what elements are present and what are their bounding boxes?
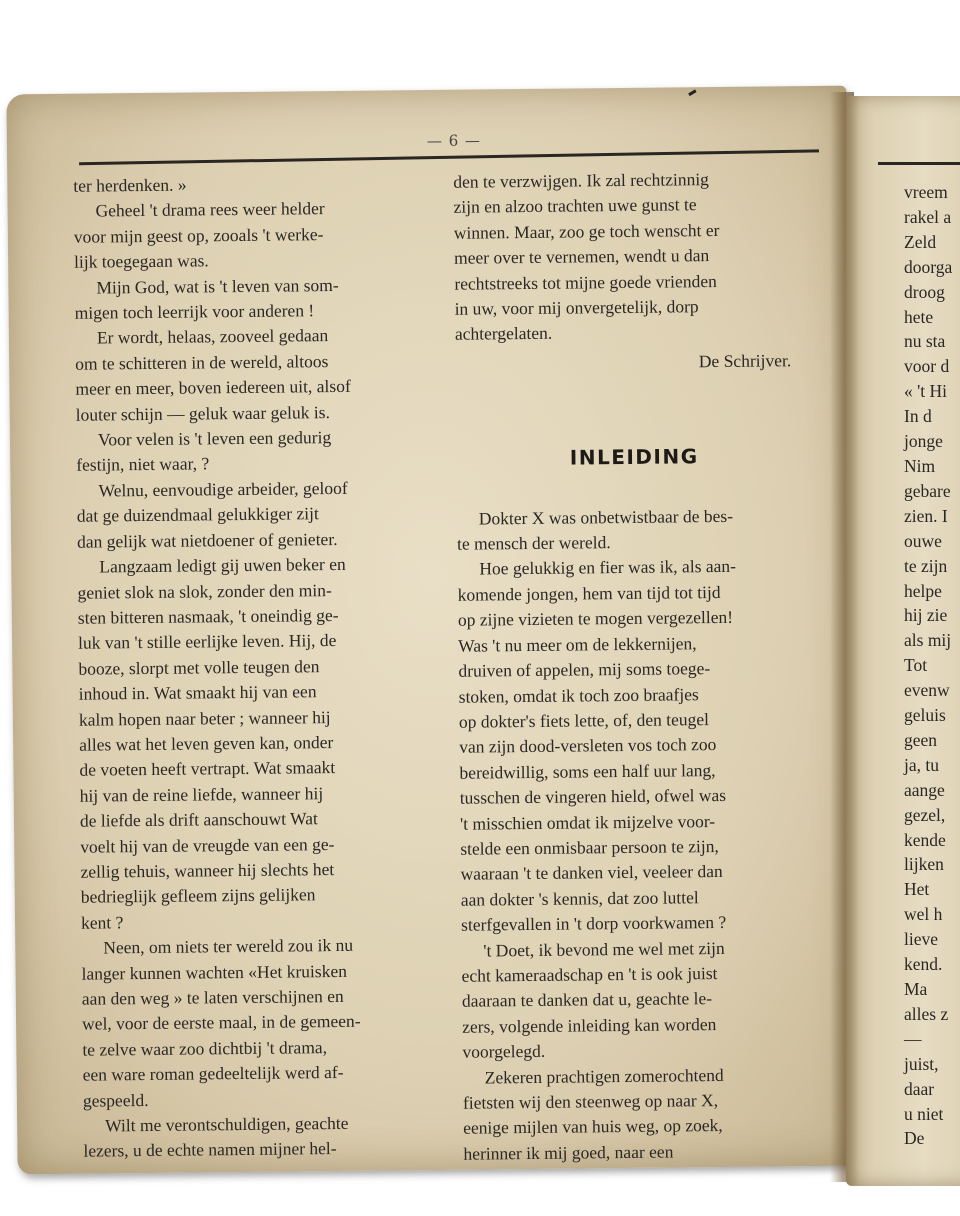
text-fragment: gezel, <box>904 804 946 825</box>
text-fragment: Nim <box>904 455 936 476</box>
text-line: Neen, om niets ter wereld zou ik nu <box>103 935 354 958</box>
text-fragment: zien. I <box>904 505 948 526</box>
ink-speck <box>688 89 696 96</box>
text-fragment: kende <box>904 829 946 850</box>
text-fragment: — <box>904 1028 922 1049</box>
text-line: aan den weg » te laten verschijnen en <box>81 985 344 1009</box>
text-line: van zijn dood-versleten vos toch zoo <box>459 734 717 758</box>
text-line: daaraan te danken dat u, geachte le- <box>461 988 713 1012</box>
text-line: dat ge duizendmaal gelukkiger zijt <box>76 503 319 526</box>
text-line: winnen. Maar, zoo ge toch wenscht er <box>453 219 720 243</box>
text-line: rechtstreeks tot mijne goede vrienden <box>454 270 717 294</box>
text-fragment: Ma <box>904 979 928 999</box>
text-line: Was 't nu meer om de lekkernijen, <box>458 632 697 656</box>
text-line: wel, voor de eerste maal, in de gemeen- <box>82 1011 361 1035</box>
text-line: gespeeld. <box>82 1089 149 1111</box>
next-page-text <box>904 180 960 1151</box>
text-line: Welnu, eenvoudige arbeider, geloof <box>98 477 348 501</box>
text-fragment: droog <box>904 281 945 302</box>
text-fragment: ouwe <box>904 530 942 551</box>
text-fragment: gebare <box>904 480 951 501</box>
text-line: migen toch leerrijk voor anderen ! <box>74 300 315 323</box>
middle-text-column <box>453 166 819 1167</box>
text-fragment: geluis <box>904 705 946 726</box>
text-fragment: ja, tu <box>904 754 939 775</box>
text-fragment: juist, <box>904 1053 939 1074</box>
text-fragment: vreem <box>904 182 948 202</box>
text-fragment: doorga <box>904 256 953 277</box>
text-line: herinner ik mij goed, naar een <box>463 1141 674 1164</box>
text-fragment: rakel a <box>904 206 952 227</box>
text-line: kent ? <box>80 912 124 933</box>
text-line: op zijne vizieten te mogen vergezellen! <box>457 607 734 631</box>
text-fragment: als mij <box>904 630 952 651</box>
text-line: Wilt me verontschuldigen, geachte <box>105 1112 349 1136</box>
text-line: hij van de reine liefde, wanneer hij <box>79 782 324 806</box>
text-line: ter herdenken. » <box>73 174 187 196</box>
text-line: Geheel 't drama rees weer helder <box>95 198 325 221</box>
text-line: zijn en alzoo trachten uwe gunst te <box>453 194 697 218</box>
text-line: te mensch der wereld. <box>456 532 611 554</box>
text-line: festijn, niet waar, ? <box>76 453 210 476</box>
text-line: luk van 't stille eerlijke leven. Hij, de <box>78 630 337 654</box>
text-line: zellig tehuis, wanneer hij slechts het <box>80 859 335 882</box>
text-line: een ware roman gedeeltelijk werd af- <box>82 1062 344 1085</box>
text-line: om te schitteren in de wereld, altoos <box>75 350 329 374</box>
text-line: meer over te vernemen, wendt u dan <box>454 245 710 268</box>
text-line: te zelve waar zoo dichtbij 't drama, <box>82 1036 328 1060</box>
text-line: sten bitteren nasmaak, 't oneindig ge- <box>77 604 339 628</box>
text-line: op dokter's fiets lette, of, den teugel <box>458 709 710 732</box>
text-fragment: voor d <box>904 356 950 377</box>
text-line: Mijn God, wat is 't leven van som- <box>96 274 339 298</box>
text-fragment: De <box>904 1128 925 1149</box>
text-fragment: Het <box>904 879 930 900</box>
text-fragment: nu sta <box>904 331 946 352</box>
text-line: de voeten heeft vertrapt. Wat smaakt <box>79 757 336 781</box>
text-line: voorgelegd. <box>462 1041 546 1062</box>
left-text-column <box>73 170 423 1164</box>
text-fragment: evenw <box>904 680 950 701</box>
text-fragment: wel h <box>904 904 943 925</box>
text-line: langer kunnen wachten «Het kruisken <box>81 960 348 984</box>
text-line: fietsten wij den steenweg op naar X, <box>462 1090 719 1113</box>
text-fragment: aange <box>904 779 945 800</box>
preface-text <box>453 166 811 348</box>
text-line: stelde een onmisbaar persoon te zijn, <box>460 835 719 859</box>
text-line: bereidwillig, soms een half uur lang, <box>459 759 716 783</box>
text-line: voor mijn geest op, zooals 't werke- <box>73 223 324 247</box>
right-page <box>846 96 960 1186</box>
text-line: den te verzwijgen. Ik zal rechtzinnig <box>453 169 709 192</box>
text-line: komende jongen, hem van tijd tot tijd <box>457 581 721 605</box>
text-fragment: te zijn <box>904 555 948 576</box>
text-line: kalm hopen naar beter ; wanneer hij <box>78 706 331 730</box>
text-fragment: jonge <box>904 431 943 452</box>
text-line: lijk toegegaan was. <box>74 250 209 272</box>
text-fragment: Zeld <box>904 231 937 252</box>
text-line: waaraan 't te danken viel, veeleer dan <box>460 861 723 885</box>
text-fragment: geen <box>904 729 938 750</box>
text-line: zers, volgende inleiding kan worden <box>462 1013 717 1037</box>
text-fragment: helpe <box>904 580 942 601</box>
text-fragment: lieve <box>904 929 939 950</box>
text-line: voelt hij van de vreugde van een ge- <box>80 833 335 857</box>
text-fragment: kend. <box>904 954 943 975</box>
text-line: bedrieglijk gefleem zijns gelijken <box>80 884 316 908</box>
text-line: dan gelijk wat nietdoener of genieter. <box>76 528 338 552</box>
text-line: in uw, voor mij onvergetelijk, dorp <box>454 296 699 319</box>
text-fragment: lijken <box>904 854 944 875</box>
text-fragment: Tot <box>904 655 928 676</box>
introduction-text <box>457 503 820 1167</box>
text-line: de liefde als drift aanschouwt Wat <box>79 808 318 831</box>
text-line: geniet slok na slok, zonder den min- <box>77 579 332 603</box>
text-line: druiven of appelen, mij soms toege- <box>458 658 711 681</box>
text-fragment: hete <box>904 306 934 327</box>
header-rule <box>79 149 819 165</box>
text-line: Er wordt, helaas, zooveel gedaan <box>96 325 329 348</box>
text-line: sterfgevallen in 't dorp voorkwamen ? <box>460 912 727 935</box>
text-line: aan dokter 's kennis, dat zoo luttel <box>460 886 699 910</box>
text-fragment: alles z <box>904 1003 949 1024</box>
text-line: booze, slorpt met volle teugen den <box>78 655 320 679</box>
text-line: Zekeren prachtigen zomerochtend <box>484 1064 724 1088</box>
text-line: Hoe gelukkig en fier was ik, als aan- <box>479 556 737 579</box>
left-page <box>6 86 857 1175</box>
text-fragment: « 't Hi <box>904 381 948 402</box>
page-number: — 6 — <box>426 131 482 151</box>
text-line: eenige mijlen van huis weg, op zoek, <box>463 1115 723 1139</box>
chapter-heading: INLEIDING <box>569 444 699 470</box>
text-fragment: u niet <box>904 1103 944 1124</box>
text-line: achtergelaten. <box>454 323 553 345</box>
text-line: Langzaam ledigt gij uwen beker en <box>99 553 346 577</box>
text-line: 't Doet, ik bevond me wel met zijn <box>483 937 725 961</box>
text-line: Dokter X was onbetwistbaar de bes- <box>478 505 734 529</box>
text-line: tusschen de vingeren hield, ofwel was <box>459 785 727 808</box>
text-line: inhoud in. Wat smaakt hij van een <box>78 681 317 704</box>
text-line: lezers, u de echte namen mijner hel- <box>83 1138 337 1162</box>
text-fragment: hij zie <box>904 605 948 626</box>
signature: De Schrijver. <box>698 350 792 372</box>
text-line: echt kameraadschap en 't is ook juist <box>461 962 718 986</box>
text-line: meer en meer, boven iedereen uit, alsof <box>75 376 351 399</box>
text-fragment: daar <box>904 1078 935 1099</box>
text-line: Voor velen is 't leven een gedurig <box>97 427 332 450</box>
text-line: alles wat het leven geven kan, onder <box>79 731 334 755</box>
text-line: louter schijn — geluk waar geluk is. <box>75 401 331 425</box>
text-line: stoken, omdat ik toch zoo braafjes <box>458 683 699 707</box>
text-line: 't misschien omdat ik mijzelve voor- <box>459 810 716 834</box>
right-header-rule <box>878 162 960 165</box>
text-fragment: In d <box>904 406 932 427</box>
